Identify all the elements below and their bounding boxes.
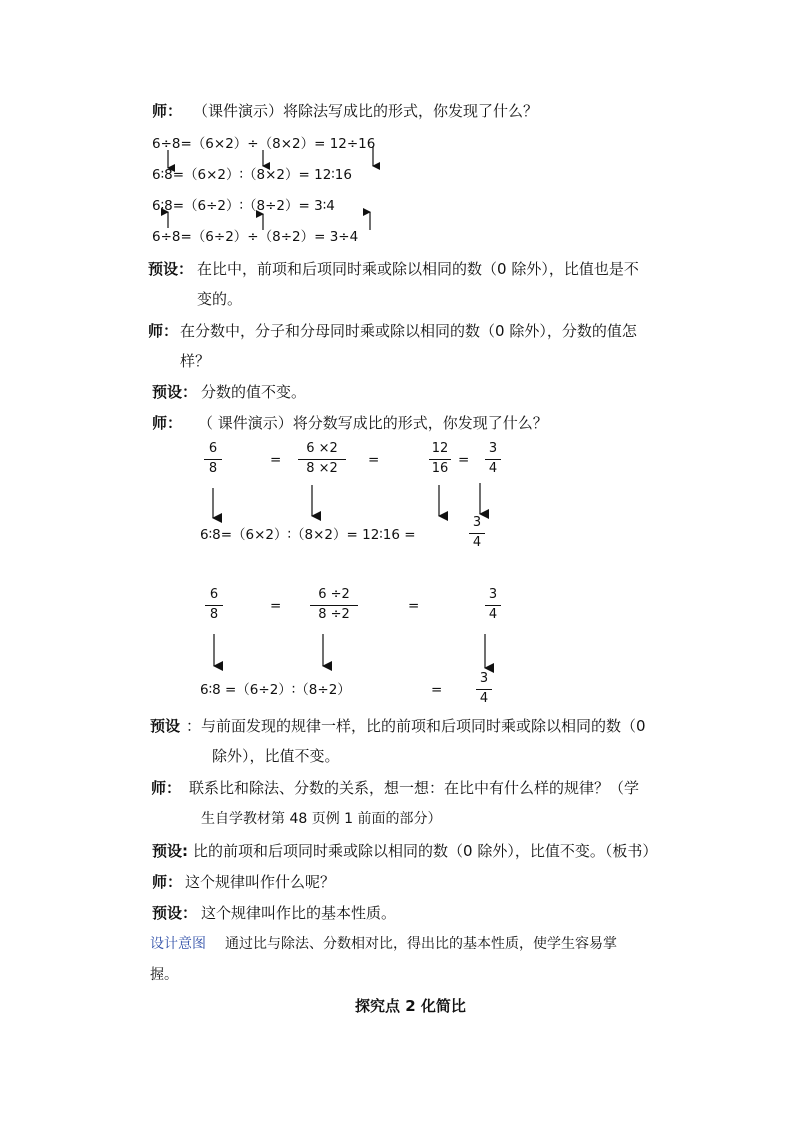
- speaker-teacher: 师：: [151, 779, 182, 797]
- teacher-text: 这个规律叫作什么呢？: [185, 873, 336, 891]
- equals-sign: =: [408, 598, 420, 614]
- speaker-teacher: 师：: [148, 322, 179, 340]
- speaker-teacher: 师：: [152, 102, 183, 120]
- speaker-teacher: 师：: [152, 873, 183, 891]
- equation-3: 6∶8=（6÷2）∶（8÷2）= 3∶4: [152, 198, 335, 214]
- equals-sign: =: [368, 452, 380, 468]
- fraction-3-4: 3 4: [469, 515, 485, 551]
- fraction-12-16: 12 16: [429, 441, 451, 477]
- preset-text: 这个规律叫作比的基本性质。: [201, 904, 397, 922]
- preset-label: 预设：: [152, 383, 198, 401]
- fraction-divide-2: 6 ÷2 8 ÷2: [310, 587, 358, 623]
- fraction-6-8: 6 8: [204, 441, 222, 477]
- ratio-equation: 6∶8 =（6÷2）∶（8÷2）: [200, 682, 351, 698]
- design-intent-text-line1: 通过比与除法、分数相对比，得出比的基本性质，使学生容易掌: [225, 936, 617, 952]
- preset-label: 预设：: [152, 904, 198, 922]
- teacher-text-line2: 生自学教材第 48 页例 1 前面的部分）: [201, 811, 442, 827]
- speaker-teacher: 师：: [152, 414, 183, 432]
- preset-label: 预设: [150, 717, 181, 735]
- section-title: 探究点 2 化简比: [355, 997, 466, 1015]
- preset-text: 比的前项和后项同时乘或除以相同的数（0 除外），比值不变。（板书）: [193, 842, 658, 860]
- preset-text-line2: 变的。: [197, 290, 243, 308]
- equation-1: 6÷8=（6×2）÷（8×2）= 12÷16: [152, 136, 376, 152]
- fraction-3-4: 3 4: [485, 587, 501, 623]
- design-intent-label: 设计意图: [150, 936, 206, 952]
- preset-text-line1: ：与前面发现的规律一样，比的前项和后项同时乘或除以相同的数（0: [186, 717, 646, 735]
- equals-sign: =: [458, 452, 470, 468]
- teacher-text-line1: 在分数中，分子和分母同时乘或除以相同的数（0 除外），分数的值怎: [180, 322, 637, 340]
- ratio-equation: 6∶8=（6×2）∶（8×2）= 12∶16 =: [200, 527, 416, 543]
- preset-text-line1: 在比中，前项和后项同时乘或除以相同的数（0 除外），比值也是不: [197, 260, 639, 278]
- equals-sign: =: [270, 452, 282, 468]
- equation-4: 6÷8=（6÷2）÷（8÷2）= 3÷4: [152, 229, 359, 245]
- fraction-3-4: 3 4: [476, 671, 492, 707]
- equals-sign: =: [270, 598, 282, 614]
- design-intent-text-line2: 握。: [150, 967, 178, 983]
- teacher-text-line1: 联系比和除法、分数的关系，想一想：在比中有什么样的规律？（学: [189, 779, 640, 797]
- fraction-6-8: 6 8: [205, 587, 223, 623]
- equation-2: 6∶8=（6×2）∶（8×2）= 12∶16: [152, 167, 352, 183]
- instruction-text: （ 课件演示）将分数写成比的形式，你发现了什么？: [198, 414, 548, 432]
- preset-text-line2: 除外），比值不变。: [212, 747, 340, 765]
- instruction-text: （课件演示）将除法写成比的形式，你发现了什么？: [193, 102, 539, 120]
- preset-text: 分数的值不变。: [201, 383, 307, 401]
- teacher-text-line2: 样？: [180, 352, 211, 370]
- preset-label: 预设：: [148, 260, 194, 278]
- equals-sign: =: [431, 682, 443, 698]
- preset-label: 预设:: [152, 842, 188, 860]
- fraction-3-4: 3 4: [485, 441, 501, 477]
- fraction-times-2: 6 ×2 8 ×2: [298, 441, 346, 477]
